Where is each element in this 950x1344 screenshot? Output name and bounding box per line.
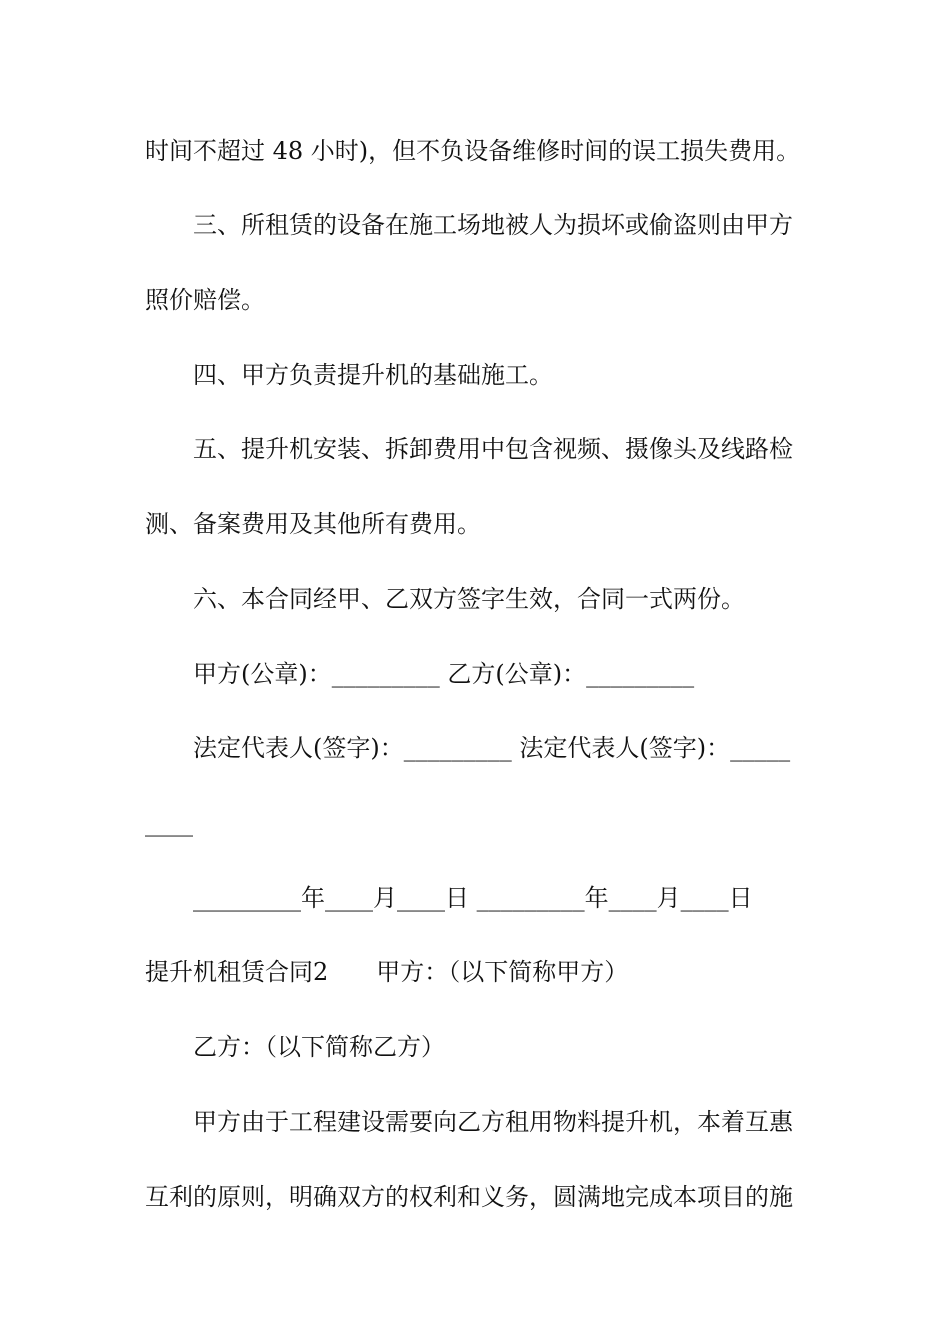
- clause-six-line: 六、本合同经甲、乙双方签字生效，合同一式两份。: [193, 585, 745, 613]
- contract-heading-line: 提升机租赁合同2 甲方：（以下简称甲方）: [145, 958, 629, 986]
- paragraph-line: 照价赔偿。: [145, 286, 265, 314]
- paragraph-line: 时间不超过 48 小时)，但不负设备维修时间的误工损失费用。: [145, 137, 801, 165]
- clause-four-line: 四、甲方负责提升机的基础施工。: [193, 361, 553, 389]
- paragraph-line: 测、备案费用及其他所有费用。: [145, 510, 481, 538]
- preamble-line: 甲方由于工程建设需要向乙方租用物料提升机，本着互惠: [193, 1108, 793, 1136]
- signature-continuation-line: ____: [145, 809, 193, 837]
- clause-five-line: 五、提升机安装、拆卸费用中包含视频、摄像头及线路检: [193, 435, 793, 463]
- seal-signature-line: 甲方(公章)：_________ 乙方(公章)：_________: [193, 660, 695, 688]
- legal-rep-signature-line: 法定代表人(签字)：_________ 法定代表人(签字)：_____: [193, 734, 791, 762]
- clause-three-line: 三、所租赁的设备在施工场地被人为损坏或偷盗则由甲方: [193, 211, 793, 239]
- party-b-line: 乙方：（以下简称乙方）: [193, 1033, 445, 1061]
- date-line: _________年____月____日 _________年____月____日: [193, 884, 753, 912]
- paragraph-line: 互利的原则，明确双方的权利和义务，圆满地完成本项目的施: [145, 1183, 793, 1211]
